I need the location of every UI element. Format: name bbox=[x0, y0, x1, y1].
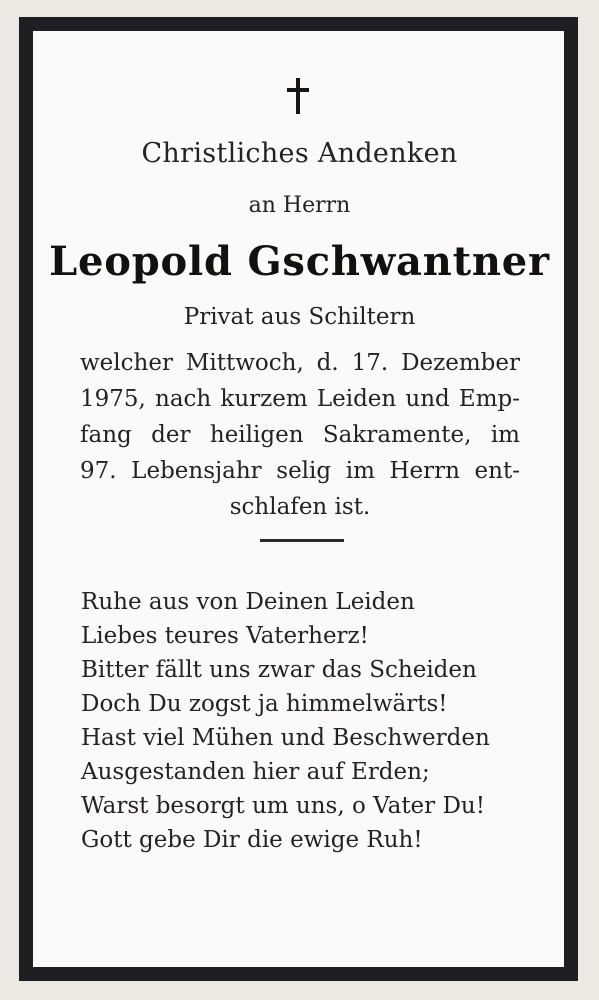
divider bbox=[260, 539, 344, 542]
poem-line: Gott gebe Dir die ewige Ruh! bbox=[81, 827, 423, 853]
poem-line: Ruhe aus von Deinen Leiden bbox=[81, 589, 415, 615]
deceased-name: Leopold Gschwantner bbox=[49, 238, 550, 285]
announcement-line: 1975, nach kurzem Leiden und Emp- bbox=[80, 386, 520, 412]
card-subtitle: an Herrn bbox=[248, 193, 351, 218]
announcement-line: schlafen ist. bbox=[229, 494, 371, 520]
poem-line: Ausgestanden hier auf Erden; bbox=[81, 759, 430, 785]
poem-line: Warst besorgt um uns, o Vater Du! bbox=[81, 793, 485, 819]
poem-line: Hast viel Mühen und Beschwerden bbox=[81, 725, 490, 751]
card-title: Christliches Andenken bbox=[141, 138, 458, 169]
poem-line: Doch Du zogst ja himmelwärts! bbox=[81, 691, 448, 717]
cross-icon bbox=[284, 78, 312, 114]
deceased-description: Privat aus Schiltern bbox=[183, 304, 416, 330]
memorial-poem bbox=[81, 585, 541, 857]
announcement-text bbox=[80, 345, 520, 525]
announcement-line: fang der heiligen Sakramente, im bbox=[80, 422, 520, 448]
poem-line: Bitter fällt uns zwar das Scheiden bbox=[81, 657, 477, 683]
announcement-line: welcher Mittwoch, d. 17. Dezember bbox=[80, 350, 520, 376]
poem-line: Liebes teures Vaterherz! bbox=[81, 623, 369, 649]
announcement-line: 97. Lebensjahr selig im Herrn ent- bbox=[80, 458, 520, 484]
